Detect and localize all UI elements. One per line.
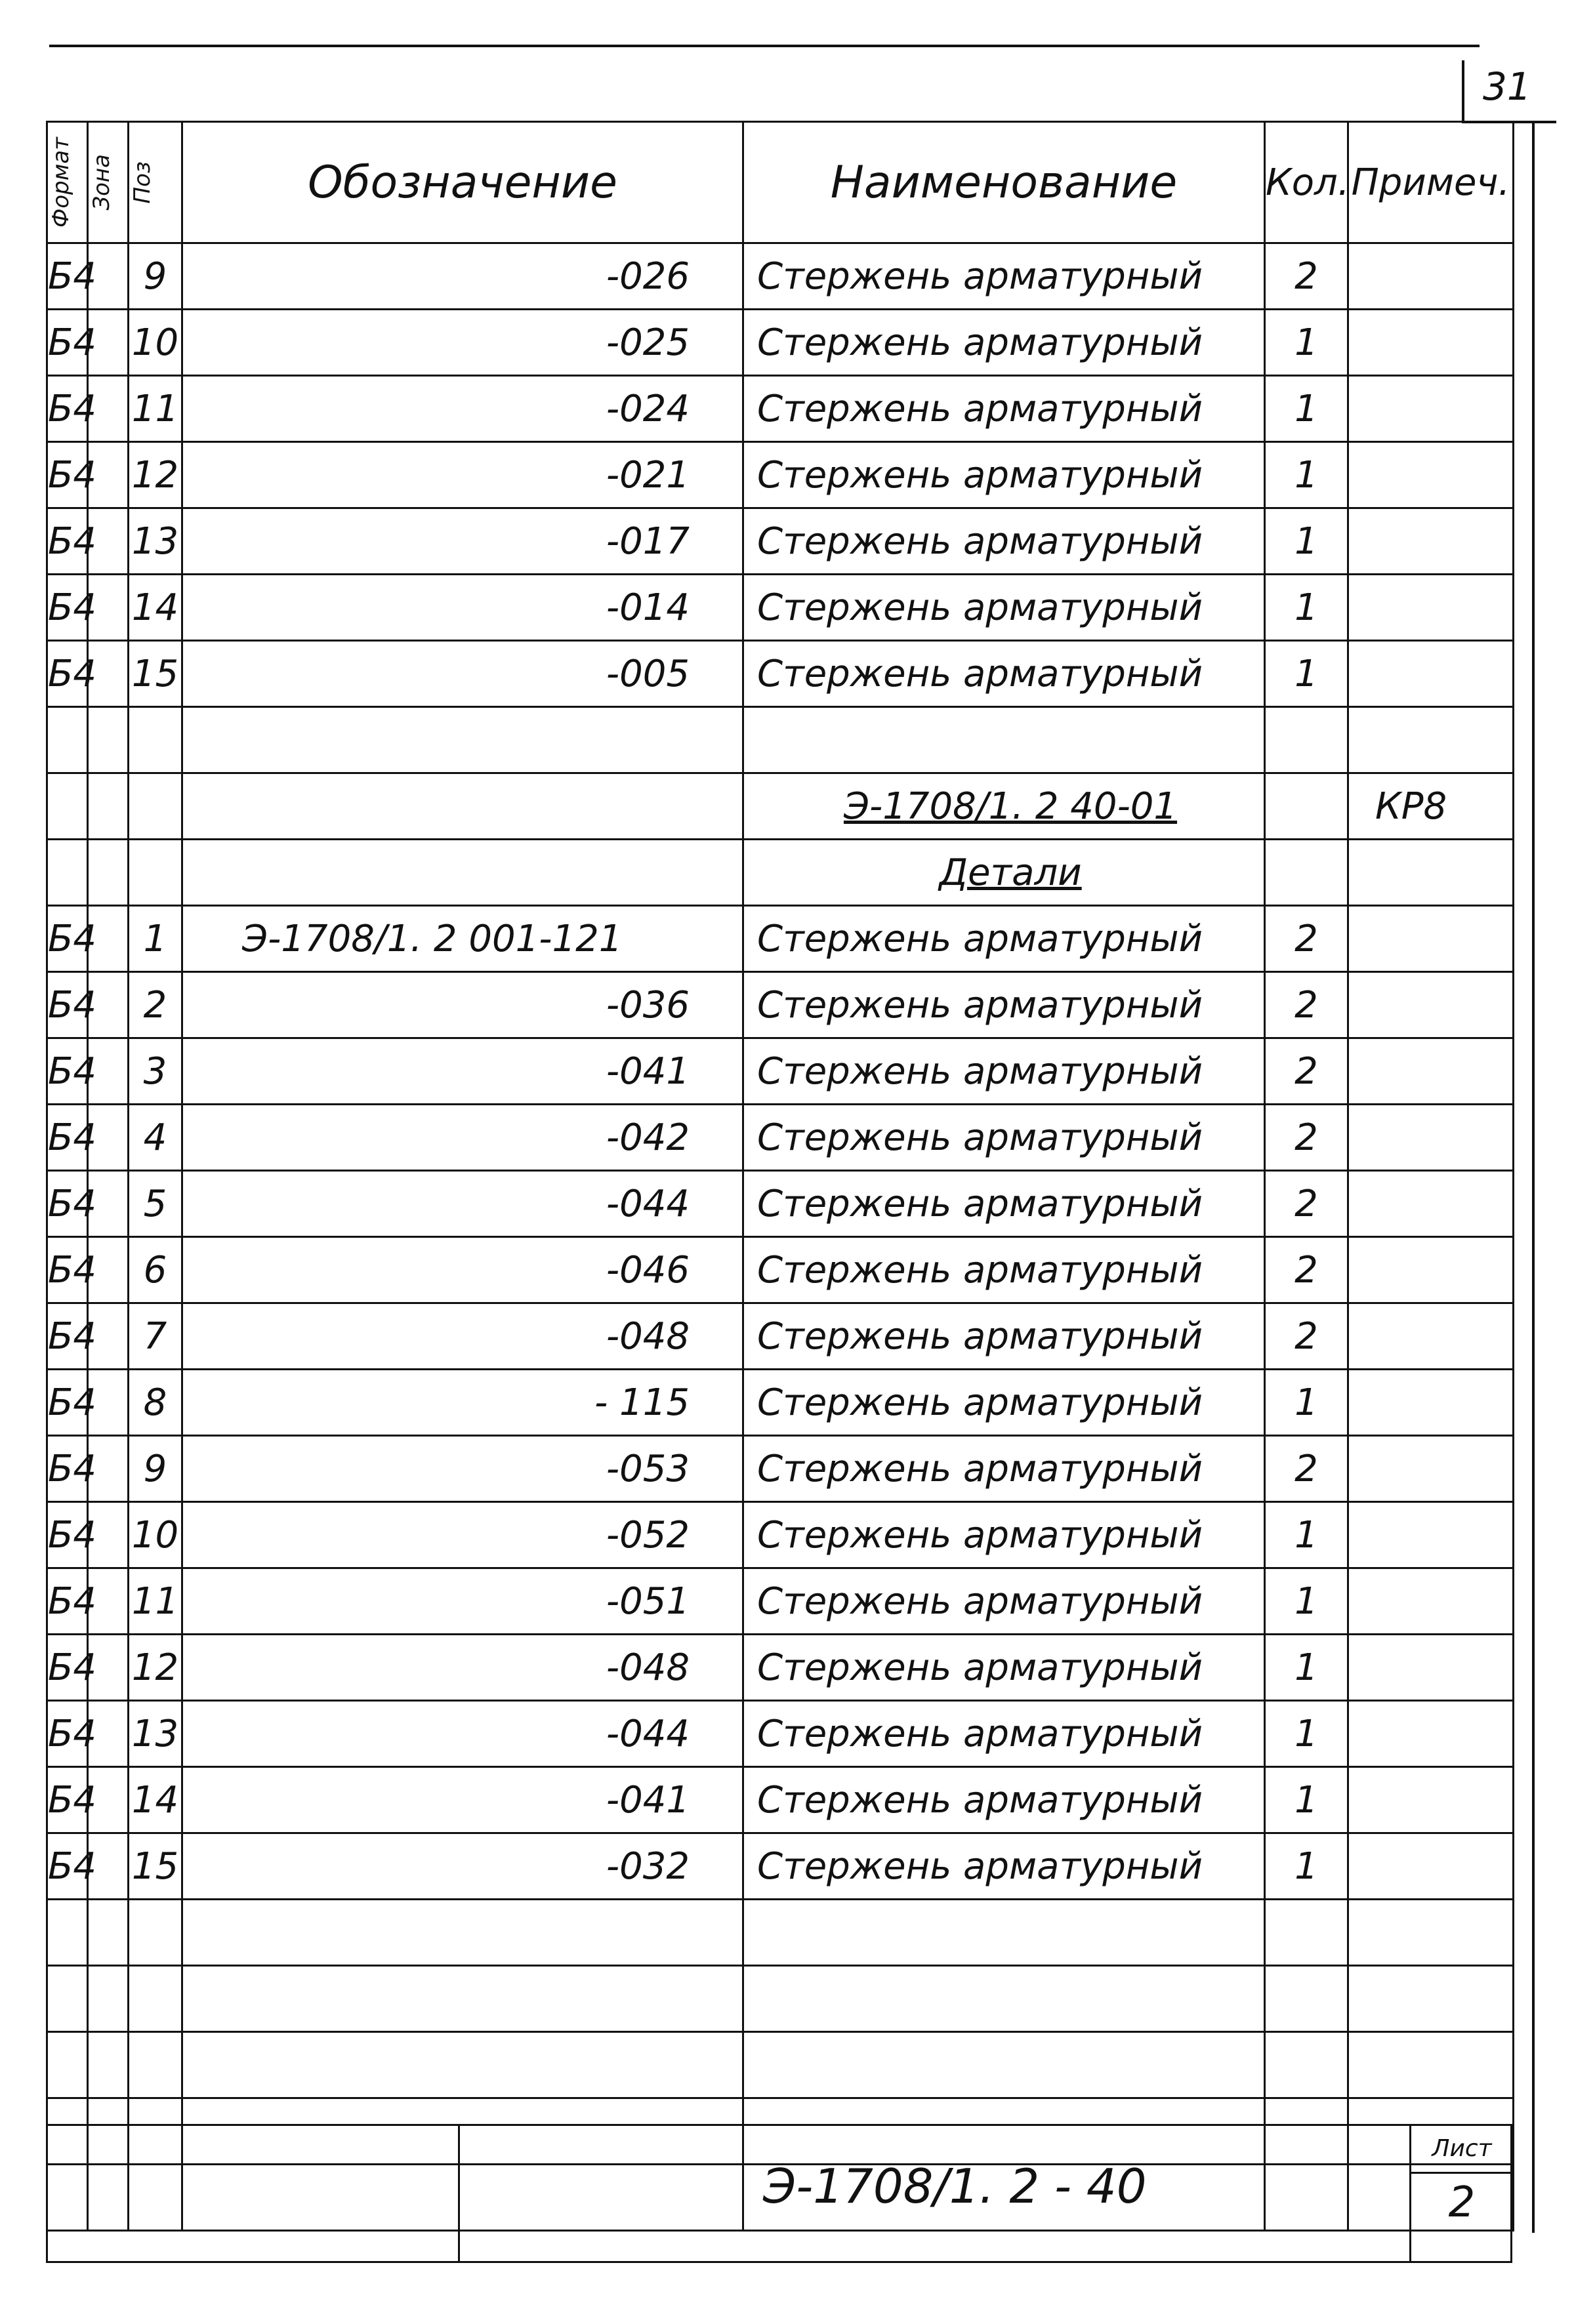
row-designation: -026 bbox=[182, 243, 743, 310]
row-format: Б4 bbox=[47, 641, 88, 707]
row-note bbox=[1348, 1635, 1514, 1701]
row-note bbox=[1348, 972, 1514, 1038]
row-zone bbox=[88, 840, 129, 906]
table-row bbox=[47, 1966, 1514, 2032]
row-pos: 1 bbox=[129, 906, 182, 972]
row-qty: 2 bbox=[1265, 972, 1348, 1038]
table-row bbox=[47, 1171, 1514, 1237]
row-qty: 1 bbox=[1265, 1502, 1348, 1568]
right-border bbox=[1532, 121, 1535, 2233]
row-designation: -042 bbox=[182, 1105, 743, 1171]
sheet-number: 2 bbox=[1448, 2178, 1476, 2227]
table-row bbox=[47, 442, 1514, 508]
row-pos: 5 bbox=[129, 1171, 182, 1237]
row-note bbox=[1348, 1833, 1514, 1900]
table-row bbox=[47, 972, 1514, 1038]
row-pos bbox=[129, 707, 182, 773]
row-format: Б4 bbox=[47, 1105, 88, 1171]
row-format: Б4 bbox=[47, 1767, 88, 1833]
table-row bbox=[47, 1436, 1514, 1502]
row-qty: 1 bbox=[1265, 1635, 1348, 1701]
table-row bbox=[47, 1900, 1514, 1966]
row-note bbox=[1348, 1701, 1514, 1767]
row-format: Б4 bbox=[47, 972, 88, 1038]
row-format bbox=[47, 2032, 88, 2098]
table-row bbox=[47, 575, 1514, 641]
row-note bbox=[1348, 1767, 1514, 1833]
row-format: Б4 bbox=[47, 1701, 88, 1767]
row-note bbox=[1348, 641, 1514, 707]
row-format: Б4 bbox=[47, 906, 88, 972]
row-name: Стержень арматурный bbox=[743, 1303, 1265, 1370]
header-pos-label: Поз bbox=[129, 161, 155, 204]
row-pos: 11 bbox=[129, 376, 182, 442]
row-note bbox=[1348, 1966, 1514, 2032]
row-note bbox=[1348, 243, 1514, 310]
table-row bbox=[47, 2032, 1514, 2098]
table-row bbox=[47, 310, 1514, 376]
row-pos bbox=[129, 773, 182, 840]
row-qty: 1 bbox=[1265, 508, 1348, 575]
table-row bbox=[47, 707, 1514, 773]
row-pos bbox=[129, 840, 182, 906]
row-designation bbox=[182, 840, 743, 906]
row-qty: 2 bbox=[1265, 906, 1348, 972]
row-name bbox=[743, 1966, 1265, 2032]
row-format bbox=[47, 707, 88, 773]
header-row bbox=[47, 122, 1514, 243]
row-qty bbox=[1265, 707, 1348, 773]
sheet-corner-box bbox=[1462, 60, 1556, 123]
row-qty: 1 bbox=[1265, 641, 1348, 707]
row-format: Б4 bbox=[47, 1237, 88, 1303]
row-designation: -014 bbox=[182, 575, 743, 641]
table-row bbox=[47, 641, 1514, 707]
table-row bbox=[47, 1635, 1514, 1701]
row-format: Б4 bbox=[47, 1833, 88, 1900]
table-row bbox=[47, 1502, 1514, 1568]
row-name: Стержень арматурный bbox=[743, 1833, 1265, 1900]
row-qty bbox=[1265, 1900, 1348, 1966]
row-pos: 13 bbox=[129, 1701, 182, 1767]
row-note bbox=[1348, 1502, 1514, 1568]
table-row bbox=[47, 1303, 1514, 1370]
header-name: Наименование bbox=[743, 122, 1265, 243]
row-zone bbox=[88, 2032, 129, 2098]
row-designation: -044 bbox=[182, 1171, 743, 1237]
row-note bbox=[1348, 310, 1514, 376]
row-designation: -005 bbox=[182, 641, 743, 707]
row-designation: -048 bbox=[182, 1635, 743, 1701]
row-format: Б4 bbox=[47, 1038, 88, 1105]
row-qty: 1 bbox=[1265, 575, 1348, 641]
table-row bbox=[47, 773, 1514, 840]
sheet-box bbox=[1409, 2126, 1512, 2261]
row-qty: 2 bbox=[1265, 243, 1348, 310]
row-name: Стержень арматурный bbox=[743, 1171, 1265, 1237]
row-note bbox=[1348, 1105, 1514, 1171]
header-designation: Обозначение bbox=[182, 122, 743, 243]
row-designation: -036 bbox=[182, 972, 743, 1038]
table-row bbox=[47, 376, 1514, 442]
row-name: Детали bbox=[743, 840, 1265, 906]
row-qty: 2 bbox=[1265, 1237, 1348, 1303]
row-name: Стержень арматурный bbox=[743, 1237, 1265, 1303]
row-name: Стержень арматурный bbox=[743, 972, 1265, 1038]
row-zone bbox=[88, 1900, 129, 1966]
header-format bbox=[47, 122, 88, 243]
top-rule bbox=[49, 45, 1480, 47]
header-zone bbox=[88, 122, 129, 243]
row-name: Стержень арматурный bbox=[743, 1767, 1265, 1833]
row-designation: -046 bbox=[182, 1237, 743, 1303]
row-format: Б4 bbox=[47, 1171, 88, 1237]
table-row bbox=[47, 508, 1514, 575]
row-name: Стержень арматурный bbox=[743, 376, 1265, 442]
row-qty: 1 bbox=[1265, 1767, 1348, 1833]
table-row bbox=[47, 1038, 1514, 1105]
row-note bbox=[1348, 1303, 1514, 1370]
row-designation: -053 bbox=[182, 1436, 743, 1502]
sheet-corner-number: 31 bbox=[1483, 64, 1531, 109]
row-note bbox=[1348, 1436, 1514, 1502]
row-format: Б4 bbox=[47, 376, 88, 442]
row-note bbox=[1348, 1900, 1514, 1966]
row-name: Стержень арматурный bbox=[743, 641, 1265, 707]
row-format: Б4 bbox=[47, 1635, 88, 1701]
row-designation: -041 bbox=[182, 1038, 743, 1105]
row-name: Стержень арматурный bbox=[743, 1038, 1265, 1105]
row-qty: 2 bbox=[1265, 1105, 1348, 1171]
row-name bbox=[743, 1900, 1265, 1966]
row-name: Стержень арматурный bbox=[743, 1436, 1265, 1502]
row-name: Стержень арматурный bbox=[743, 1568, 1265, 1635]
row-pos: 3 bbox=[129, 1038, 182, 1105]
row-zone bbox=[88, 773, 129, 840]
row-pos: 8 bbox=[129, 1370, 182, 1436]
row-qty: 1 bbox=[1265, 376, 1348, 442]
row-note bbox=[1348, 840, 1514, 906]
row-qty bbox=[1265, 2032, 1348, 2098]
row-qty bbox=[1265, 1966, 1348, 2032]
row-name: Стержень арматурный bbox=[743, 906, 1265, 972]
row-pos bbox=[129, 2032, 182, 2098]
row-name: Э-1708/1. 2 40-01 bbox=[743, 773, 1265, 840]
row-designation: -041 bbox=[182, 1767, 743, 1833]
row-pos bbox=[129, 1966, 182, 2032]
row-pos bbox=[129, 1900, 182, 1966]
row-name: Стержень арматурный bbox=[743, 508, 1265, 575]
table-row bbox=[47, 1767, 1514, 1833]
row-name: Стержень арматурный bbox=[743, 1635, 1265, 1701]
row-format: Б4 bbox=[47, 1568, 88, 1635]
row-qty: 1 bbox=[1265, 1568, 1348, 1635]
row-format bbox=[47, 840, 88, 906]
row-qty: 2 bbox=[1265, 1436, 1348, 1502]
row-format bbox=[47, 1900, 88, 1966]
row-name bbox=[743, 707, 1265, 773]
row-designation: -052 bbox=[182, 1502, 743, 1568]
specification-table bbox=[46, 121, 1514, 2232]
row-designation: -048 bbox=[182, 1303, 743, 1370]
row-format: Б4 bbox=[47, 508, 88, 575]
row-pos: 10 bbox=[129, 310, 182, 376]
row-pos: 12 bbox=[129, 442, 182, 508]
title-block-divider bbox=[458, 2126, 460, 2261]
row-format: Б4 bbox=[47, 310, 88, 376]
row-pos: 9 bbox=[129, 1436, 182, 1502]
row-designation: -051 bbox=[182, 1568, 743, 1635]
table-row bbox=[47, 1701, 1514, 1767]
row-designation: -025 bbox=[182, 310, 743, 376]
row-pos: 11 bbox=[129, 1568, 182, 1635]
row-note bbox=[1348, 1038, 1514, 1105]
row-format: Б4 bbox=[47, 575, 88, 641]
row-pos: 14 bbox=[129, 575, 182, 641]
table-row bbox=[47, 1568, 1514, 1635]
row-qty: 2 bbox=[1265, 1303, 1348, 1370]
row-pos: 10 bbox=[129, 1502, 182, 1568]
sheet-label: Лист bbox=[1411, 2126, 1512, 2174]
row-designation bbox=[182, 773, 743, 840]
table-row bbox=[47, 1237, 1514, 1303]
table-row bbox=[47, 1370, 1514, 1436]
row-designation bbox=[182, 707, 743, 773]
row-zone bbox=[88, 707, 129, 773]
row-qty: 2 bbox=[1265, 1171, 1348, 1237]
row-format: Б4 bbox=[47, 1370, 88, 1436]
row-designation: Э-1708/1. 2 001-121 bbox=[182, 906, 743, 972]
row-note bbox=[1348, 508, 1514, 575]
row-pos: 9 bbox=[129, 243, 182, 310]
row-name: Стержень арматурный bbox=[743, 1105, 1265, 1171]
title-block bbox=[46, 2124, 1512, 2263]
row-note bbox=[1348, 707, 1514, 773]
row-qty bbox=[1265, 840, 1348, 906]
row-pos: 15 bbox=[129, 1833, 182, 1900]
row-qty bbox=[1265, 773, 1348, 840]
row-pos: 2 bbox=[129, 972, 182, 1038]
row-note bbox=[1348, 376, 1514, 442]
row-format bbox=[47, 1966, 88, 2032]
row-designation: -021 bbox=[182, 442, 743, 508]
row-name bbox=[743, 2032, 1265, 2098]
row-designation bbox=[182, 1966, 743, 2032]
row-format: Б4 bbox=[47, 1502, 88, 1568]
row-designation bbox=[182, 2032, 743, 2098]
row-note bbox=[1348, 906, 1514, 972]
row-designation: -044 bbox=[182, 1701, 743, 1767]
row-note bbox=[1348, 2032, 1514, 2098]
row-pos: 13 bbox=[129, 508, 182, 575]
table-row bbox=[47, 906, 1514, 972]
table-row bbox=[47, 243, 1514, 310]
row-pos: 6 bbox=[129, 1237, 182, 1303]
row-designation: -024 bbox=[182, 376, 743, 442]
row-note bbox=[1348, 575, 1514, 641]
row-qty: 1 bbox=[1265, 442, 1348, 508]
row-pos: 12 bbox=[129, 1635, 182, 1701]
document-code: Э-1708/1. 2 - 40 bbox=[763, 2159, 1147, 2214]
row-format: Б4 bbox=[47, 1303, 88, 1370]
row-format: Б4 bbox=[47, 1436, 88, 1502]
row-format: Б4 bbox=[47, 243, 88, 310]
header-pos bbox=[129, 122, 182, 243]
row-qty: 1 bbox=[1265, 1370, 1348, 1436]
row-pos: 15 bbox=[129, 641, 182, 707]
row-note: КР8 bbox=[1348, 773, 1514, 840]
table-row bbox=[47, 840, 1514, 906]
row-qty: 1 bbox=[1265, 1701, 1348, 1767]
row-pos: 4 bbox=[129, 1105, 182, 1171]
row-name: Стержень арматурный bbox=[743, 310, 1265, 376]
row-note bbox=[1348, 1237, 1514, 1303]
row-designation bbox=[182, 1900, 743, 1966]
row-designation: -017 bbox=[182, 508, 743, 575]
specification-body bbox=[47, 243, 1514, 2231]
row-note bbox=[1348, 1370, 1514, 1436]
table-row bbox=[47, 1833, 1514, 1900]
row-format bbox=[47, 773, 88, 840]
row-note bbox=[1348, 1171, 1514, 1237]
row-designation: - 115 bbox=[182, 1370, 743, 1436]
row-name: Стержень арматурный bbox=[743, 243, 1265, 310]
row-pos: 14 bbox=[129, 1767, 182, 1833]
row-designation: -032 bbox=[182, 1833, 743, 1900]
row-zone bbox=[88, 1966, 129, 2032]
row-name: Стержень арматурный bbox=[743, 1370, 1265, 1436]
row-name: Стержень арматурный bbox=[743, 1502, 1265, 1568]
header-note: Примеч. bbox=[1348, 122, 1514, 243]
row-pos: 7 bbox=[129, 1303, 182, 1370]
row-format: Б4 bbox=[47, 442, 88, 508]
row-qty: 1 bbox=[1265, 1833, 1348, 1900]
header-format-label: Формат bbox=[48, 137, 74, 228]
row-name: Стержень арматурный bbox=[743, 575, 1265, 641]
row-note bbox=[1348, 442, 1514, 508]
row-name: Стержень арматурный bbox=[743, 1701, 1265, 1767]
header-zone-label: Зона bbox=[89, 154, 115, 211]
row-qty: 2 bbox=[1265, 1038, 1348, 1105]
row-name: Стержень арматурный bbox=[743, 442, 1265, 508]
row-note bbox=[1348, 1568, 1514, 1635]
header-qty: Кол. bbox=[1265, 122, 1348, 243]
table-row bbox=[47, 1105, 1514, 1171]
row-qty: 1 bbox=[1265, 310, 1348, 376]
